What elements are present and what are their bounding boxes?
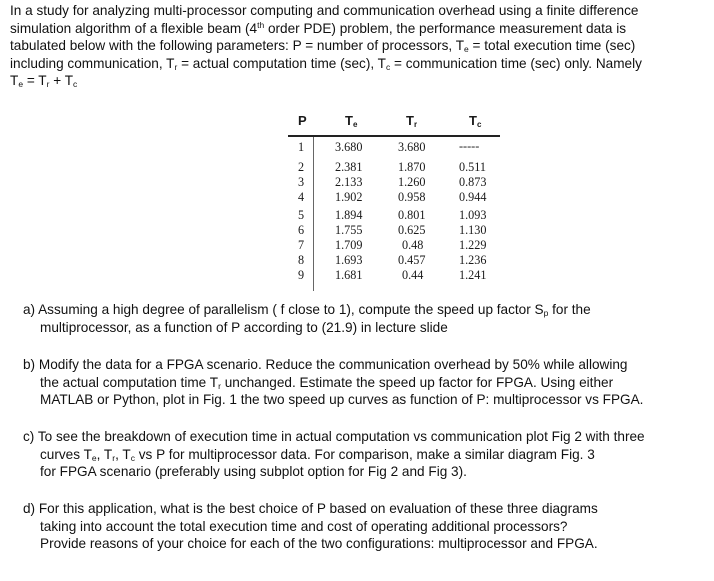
cell-tc: 0.873 — [459, 175, 487, 189]
header-tr — [406, 113, 417, 128]
intro-text: = communication time (sec) only. Namely — [390, 55, 642, 71]
question-line: d) For this application, what is the best choice of P based on evaluation of these three diagrams — [23, 501, 598, 516]
subscript: e — [18, 79, 24, 90]
cell-p: 6 — [298, 223, 305, 237]
subscript: e — [464, 44, 469, 55]
subscript: p — [543, 308, 549, 318]
cell-te: 1.709 — [335, 238, 363, 252]
cell-te: 1.693 — [335, 253, 363, 267]
subscript: e — [352, 120, 358, 129]
cell-tr: 0.625 — [398, 223, 426, 237]
cell-tc: 1.236 — [459, 253, 487, 267]
cell-p: 2 — [298, 160, 305, 174]
question-line: b) Modify the data for a FPGA scenario. Reduce the communication overhead by 50% while allowing — [23, 357, 628, 372]
equation-text: T — [10, 73, 19, 89]
subscript: r — [413, 120, 418, 129]
subscript: c — [130, 452, 135, 463]
question-line: for FPGA scenario (preferably using subplot option for Fig 2 and Fig 3). — [40, 464, 467, 480]
subscript: e — [91, 452, 97, 463]
header-tc — [469, 113, 481, 128]
intro-text: order PDE) problem, the performance measurement data is — [264, 20, 627, 36]
question-line: Provide reasons of your choice for each of the two configurations: multiprocessor and FPGA. — [40, 536, 598, 552]
intro-line-5-equation — [10, 72, 710, 90]
cell-tc: 1.241 — [459, 268, 487, 282]
intro-paragraph — [10, 2, 710, 90]
question-line: multiprocessor, as a function of P according to (21.9) in lecture slide — [40, 319, 448, 335]
cell-te: 1.755 — [335, 223, 363, 237]
cell-tr: 0.48 — [402, 238, 424, 252]
intro-line-3 — [10, 37, 710, 55]
cell-tr: 0.958 — [398, 190, 426, 204]
cell-tr: 0.801 — [398, 208, 426, 222]
question-text: curves T — [40, 446, 92, 462]
question-c — [23, 428, 713, 481]
intro-text: = actual computation time (sec), T — [177, 55, 386, 71]
cell-tr: 1.870 — [398, 160, 426, 174]
cell-p: 8 — [298, 253, 305, 267]
cell-p: 7 — [298, 238, 305, 252]
subscript: r — [112, 452, 116, 463]
subscript: r — [46, 79, 50, 90]
cell-tc: 1.130 — [459, 223, 487, 237]
header-rule — [288, 135, 500, 137]
intro-line-4 — [10, 55, 710, 73]
question-a — [23, 301, 713, 336]
cell-tr: 3.680 — [398, 140, 426, 154]
subscript: r — [174, 61, 178, 72]
question-text: for the — [548, 302, 591, 317]
cell-te: 1.894 — [335, 208, 363, 222]
cell-te: 2.133 — [335, 175, 363, 189]
question-b — [23, 356, 713, 409]
cell-p: 9 — [298, 268, 305, 282]
question-text: , T — [96, 446, 113, 462]
question-line: c) To see the breakdown of execution time in actual computation vs communication plot Fig 2 with three — [23, 429, 645, 444]
intro-line-1: In a study for analyzing multi-processor computing and communication overhead using a finite difference — [10, 3, 639, 18]
cell-tc: 1.093 — [459, 208, 487, 222]
cell-te: 2.381 — [335, 160, 363, 174]
cell-tr: 0.44 — [402, 268, 424, 282]
header-te — [345, 113, 357, 128]
cell-p: 3 — [298, 175, 305, 189]
question-line: taking into account the total execution time and cost of operating additional processors? — [40, 518, 568, 534]
header-p: P — [298, 113, 307, 128]
intro-line-2 — [10, 20, 710, 38]
subscript: c — [476, 120, 482, 129]
question-text: , T — [115, 446, 131, 462]
ordinal-superscript: th — [257, 19, 265, 30]
cell-tr: 1.260 — [398, 175, 426, 189]
cell-te: 1.681 — [335, 268, 363, 282]
question-line: MATLAB or Python, plot in Fig. 1 the two speed up curves as function of P: multiprocessor vs FPGA. — [40, 392, 644, 408]
cell-p: 4 — [298, 190, 305, 204]
question-text: vs P for multiprocessor data. For comparison, make a similar diagram Fig. 3 — [134, 446, 595, 462]
intro-text: including communication, T — [10, 55, 175, 71]
cell-tr: 0.457 — [398, 253, 426, 267]
cell-tc: ----- — [459, 139, 480, 153]
header-text: T — [345, 113, 353, 128]
cell-tc: 0.511 — [459, 160, 486, 174]
intro-text: = total execution time (sec) — [468, 38, 636, 54]
cell-p: 5 — [298, 208, 305, 222]
cell-te: 1.902 — [335, 190, 363, 204]
question-line — [23, 301, 713, 319]
subscript: r — [218, 380, 221, 391]
equation-text: + T — [49, 73, 74, 89]
question-text: a) Assuming a high degree of parallelism ( f close to 1), compute the speed up factor S — [23, 302, 544, 317]
header-text: T — [406, 113, 414, 128]
cell-te: 3.680 — [335, 140, 363, 154]
question-d — [23, 500, 713, 553]
question-text: the actual computation time T — [40, 374, 219, 390]
intro-text: simulation algorithm of a flexible beam (4 — [10, 20, 258, 36]
question-text: unchanged. Estimate the speed up factor for FPGA. Using either — [220, 374, 614, 390]
intro-text: tabulated below with the following parameters: P = number of processors, T — [10, 38, 464, 54]
column-separator — [313, 137, 314, 291]
question-line — [23, 374, 713, 392]
cell-tc: 0.944 — [459, 190, 487, 204]
header-text: T — [469, 113, 477, 128]
cell-tc: 1.229 — [459, 238, 487, 252]
subscript: c — [385, 61, 391, 72]
equation-text: = T — [23, 73, 47, 89]
question-line — [23, 446, 713, 464]
cell-p: 1 — [298, 140, 305, 154]
subscript: c — [73, 79, 78, 90]
